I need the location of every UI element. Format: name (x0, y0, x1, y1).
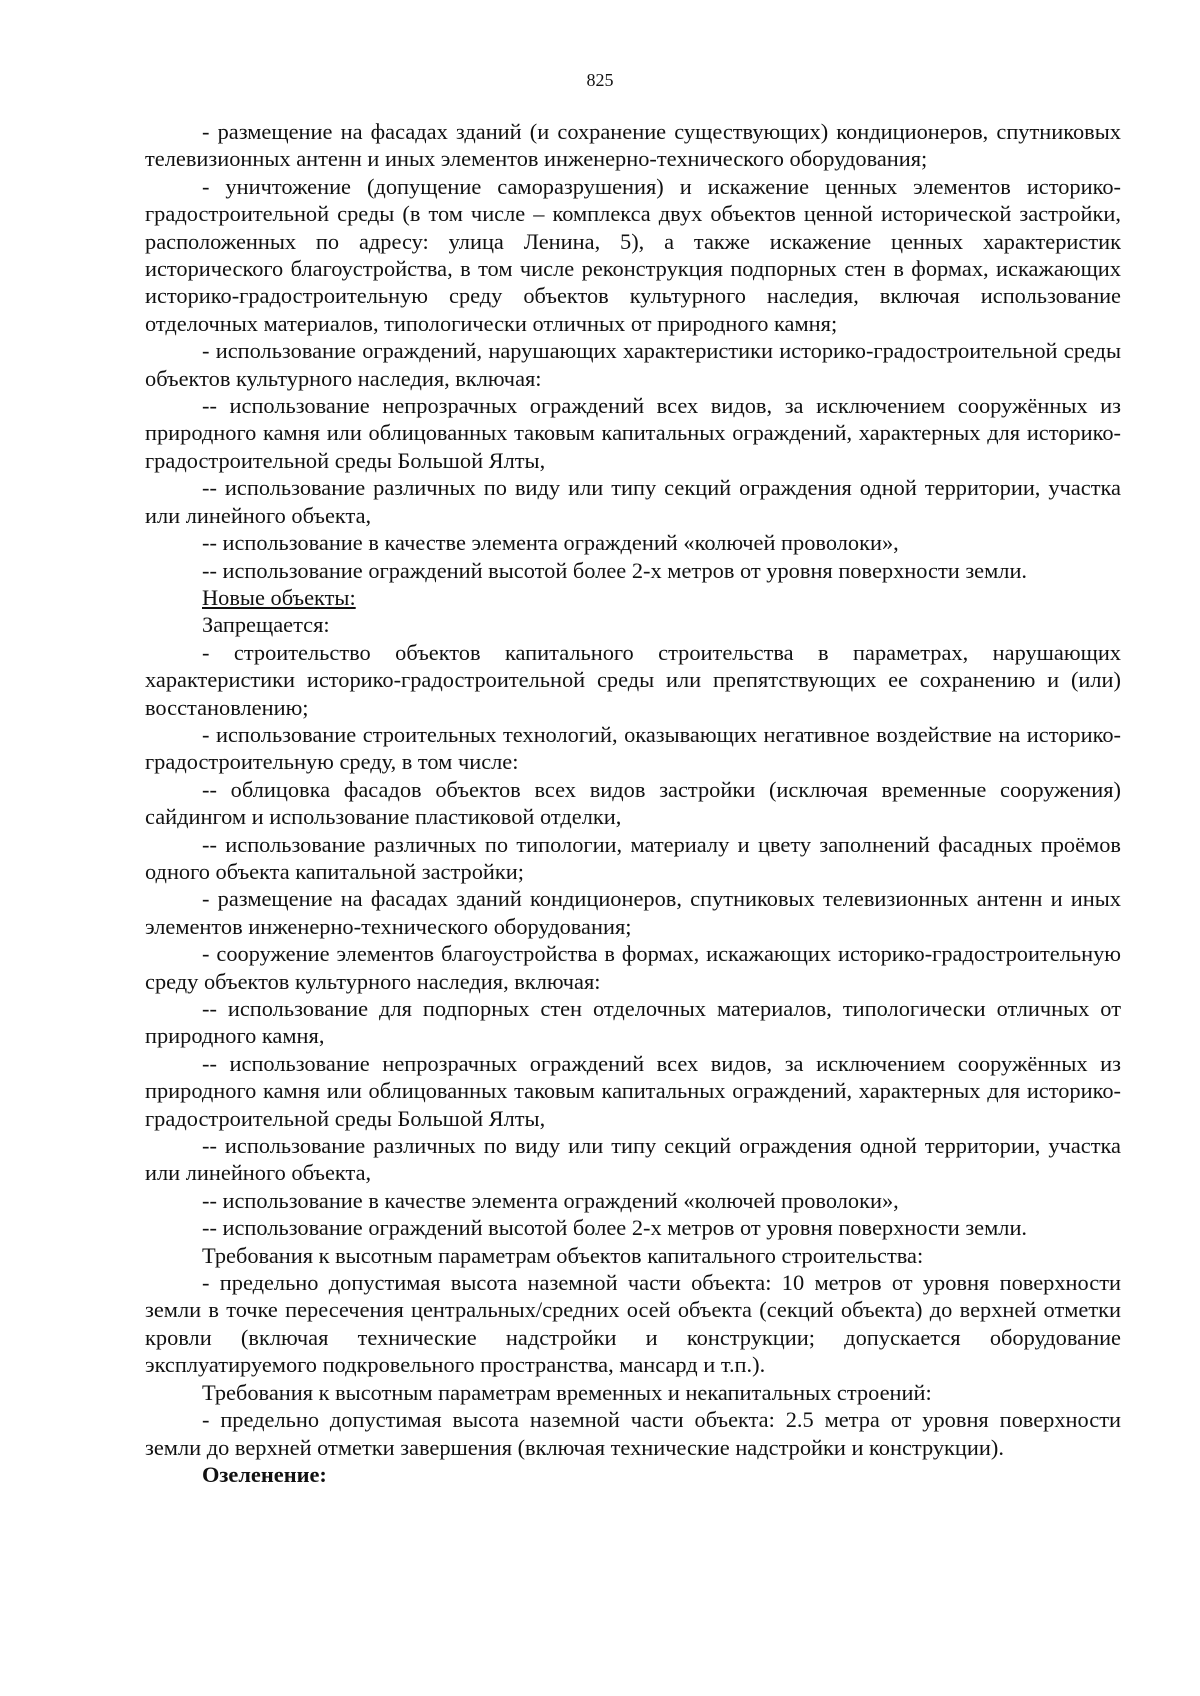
paragraph: - предельно допустимая высота наземной части объекта: 2.5 метра от уровня поверхности земли до верхней отметки завершения (включая технические надстройки и конструкции). (145, 1407, 1121, 1460)
prohibited-label: Запрещается: (202, 612, 330, 638)
paragraph: -- использование различных по виду или типу секций ограждения одной территории, участка или линейного объекта, (145, 475, 1121, 528)
paragraph: - уничтожение (допущение саморазрушения) и искажение ценных элементов историко-градостроительной среды (в том числе – комплекса двух объектов ценной исторической застройки, расположенных по адресу: улица Ленина, 5), а также искажение ценных характеристик исторического благоустройства, в том числе реконструкция подпорных стен в формах, искажающих историко-градостроительную среду объектов культурного наследия, включая использование отделочных материалов, типологически отличных от природного камня; (145, 173, 1121, 336)
document-body (145, 118, 1121, 1488)
paragraph: -- облицовка фасадов объектов всех видов застройки (исключая временные сооружения) сайдингом и использование пластиковой отделки, (145, 776, 1121, 830)
paragraph: -- использование в качестве элемента ограждений «колючей проволоки», (202, 1187, 899, 1213)
paragraph: -- использование непрозрачных ограждений всех видов, за исключением сооружённых из природного камня или облицованных таковым капитальных ограждений, характерных для историко-градостроительной среды Большой Ялты, (145, 393, 1121, 473)
paragraph: - размещение на фасадах зданий кондиционеров, спутниковых телевизионных антенн и иных элементов инженерно-технического оборудования; (145, 886, 1121, 939)
paragraph: -- использование различных по типологии, материалу и цвету заполнений фасадных проёмов одного объекта капитальной застройки; (145, 831, 1121, 884)
paragraph: -- использование ограждений высотой более 2-х метров от уровня поверхности земли. (202, 1215, 1028, 1241)
paragraph: - использование строительных технологий, оказывающих негативное воздействие на историко-градостроительную среду, в том числе: (145, 721, 1121, 775)
paragraph: - строительство объектов капитального строительства в параметрах, нарушающих характеристики историко-градостроительной среды или препятствующих ее сохранению и (или) восстановлению; (145, 639, 1121, 720)
paragraph: - сооружение элементов благоустройства в формах, искажающих историко-градостроительную среду объектов культурного наследия, включая: (145, 941, 1121, 994)
section-heading-new-objects: Новые объекты: (202, 584, 356, 610)
paragraph: -- использование непрозрачных ограждений всех видов, за исключением сооружённых из природного камня или облицованных таковым капитальных ограждений, характерных для историко-градостроительной среды Большой Ялты, (145, 1050, 1121, 1131)
paragraph: - использование ограждений, нарушающих характеристики историко-градостроительной среды объектов культурного наследия, включая: (145, 338, 1121, 391)
paragraph: -- использование для подпорных стен отделочных материалов, типологически отличных от природного камня, (145, 996, 1121, 1049)
paragraph: - размещение на фасадах зданий (и сохранение существующих) кондиционеров, спутниковых телевизионных антенн и иных элементов инженерно-технического оборудования; (145, 119, 1121, 172)
paragraph: -- использование в качестве элемента ограждений «колючей проволоки», (202, 530, 899, 556)
paragraph: -- использование ограждений высотой более 2-х метров от уровня поверхности земли. (202, 557, 1028, 583)
section-heading-landscaping: Озеленение: (202, 1461, 327, 1487)
paragraph: - предельно допустимая высота наземной части объекта: 10 метров от уровня поверхности земли в точке пересечения центральных/средних осей объекта (секций объекта) до верхней отметки кровли (включая технические надстройки и конструкции; допускается оборудование эксплуатируемого подкровельного пространства, мансард и т.п.). (145, 1270, 1121, 1378)
page-number: 825 (586, 70, 614, 90)
paragraph: Требования к высотным параметрам объектов капитального строительства: (202, 1242, 924, 1268)
paragraph: -- использование различных по виду или типу секций ограждения одной территории, участка или линейного объекта, (145, 1133, 1121, 1186)
paragraph: Требования к высотным параметрам временных и некапитальных строений: (202, 1379, 932, 1405)
